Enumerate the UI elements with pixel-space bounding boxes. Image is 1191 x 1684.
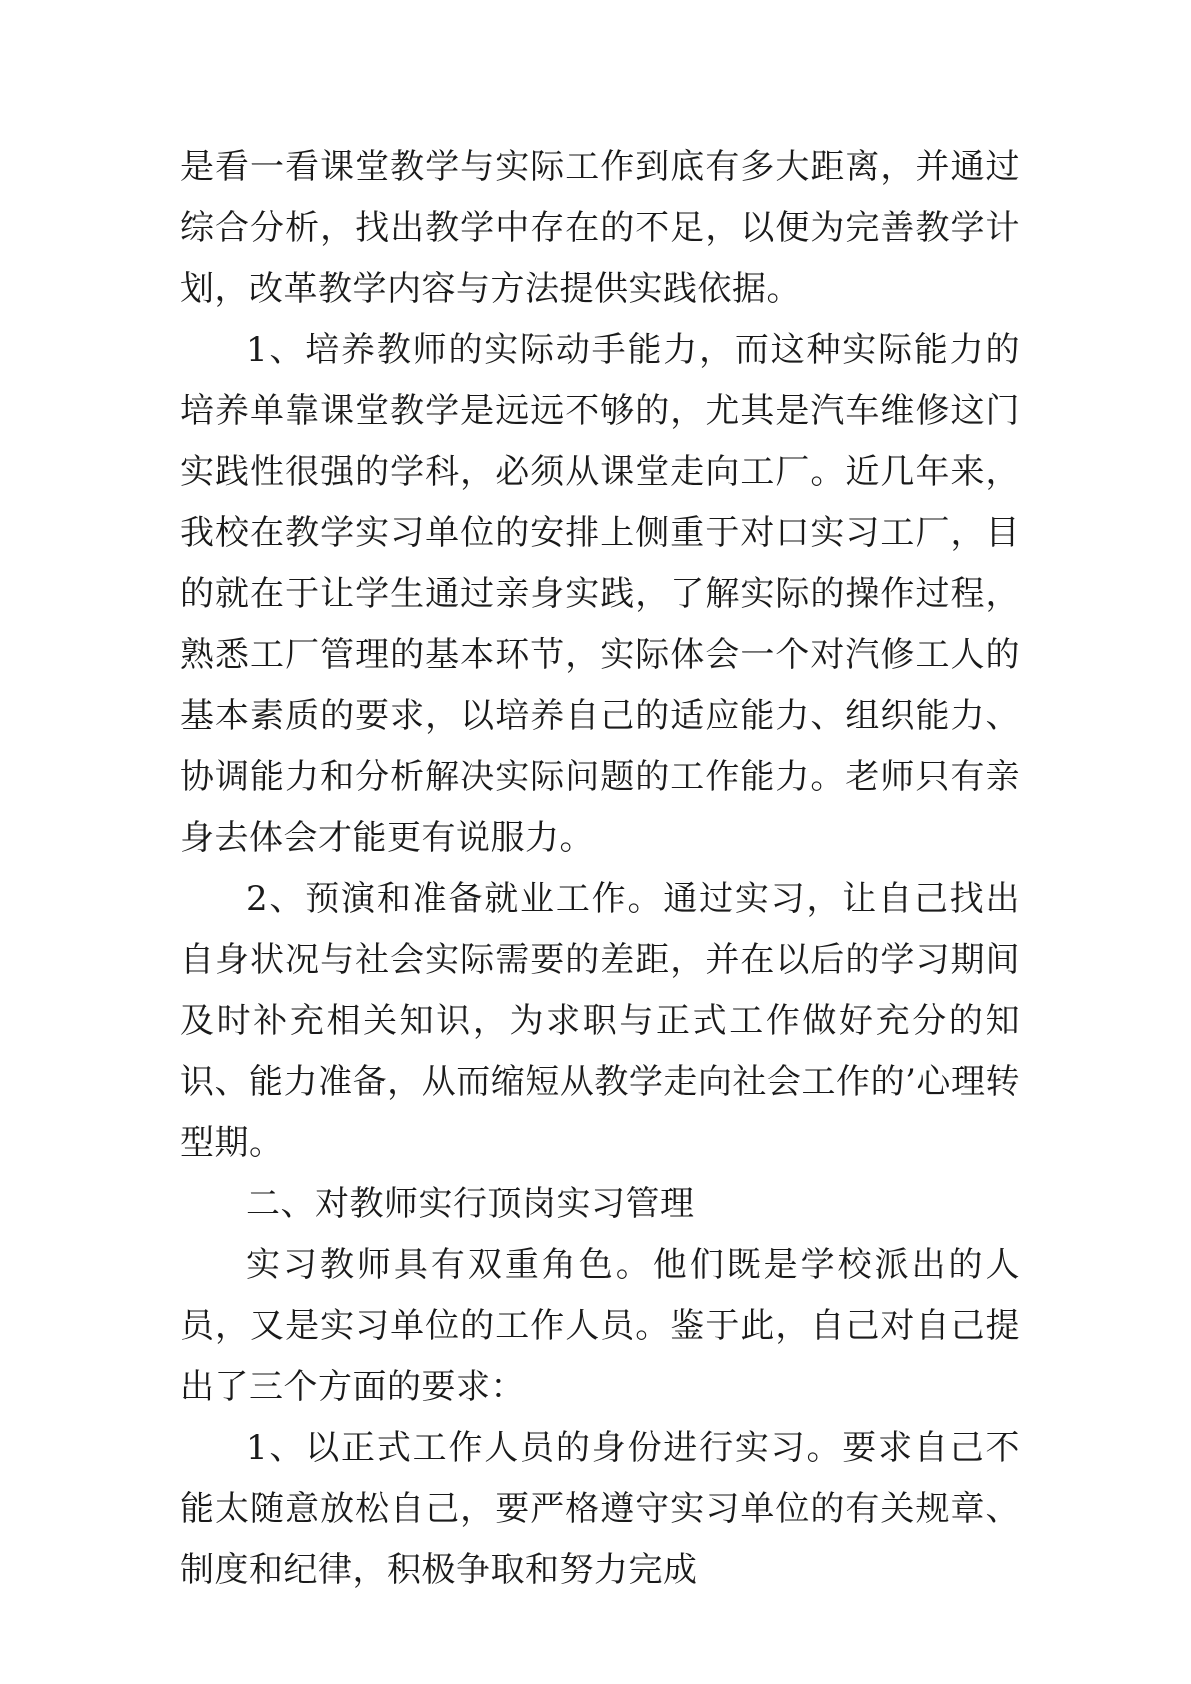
paragraph-item-2-employment-preparation: 2、预演和准备就业工作。通过实习，让自己找出自身状况与社会实际需要的差距，并在以后的学习期间及时补充相关知识，为求职与正式工作做好充分的知识、能力准备，从而缩短从教学走向社会工作的’心理转型期。 <box>180 879 1020 1163</box>
document-body <box>180 137 1020 1601</box>
paragraph-requirement-1: 1、以正式工作人员的身份进行实习。要求自己不能太随意放松自己，要严格遵守实习单位的有关规章、制度和纪律，积极争取和努力完成 <box>180 1428 1020 1590</box>
section-heading-2: 二、对教师实行顶岗实习管理 <box>246 1184 695 1224</box>
paragraph-item-1-practical-ability: 1、培养教师的实际动手能力，而这种实际能力的培养单靠课堂教学是远远不够的，尤其是汽车维修这门实践性很强的学科，必须从课堂走向工厂。近几年来，我校在教学实习单位的安排上侧重于对口实习工厂，目的就在于让学生通过亲身实践，了解实际的操作过程，熟悉工厂管理的基本环节，实际体会一个对汽修工人的基本素质的要求，以培养自己的适应能力、组织能力、协调能力和分析解决实际问题的工作能力。老师只有亲身去体会才能更有说服力。 <box>180 330 1020 858</box>
paragraph-continuation: 是看一看课堂教学与实际工作到底有多大距离，并通过综合分析，找出教学中存在的不足，以便为完善教学计划，改革教学内容与方法提供实践依据。 <box>180 147 1020 309</box>
paragraph-dual-role: 实习教师具有双重角色。他们既是学校派出的人员，又是实习单位的工作人员。鉴于此，自己对自己提出了三个方面的要求： <box>180 1245 1020 1407</box>
